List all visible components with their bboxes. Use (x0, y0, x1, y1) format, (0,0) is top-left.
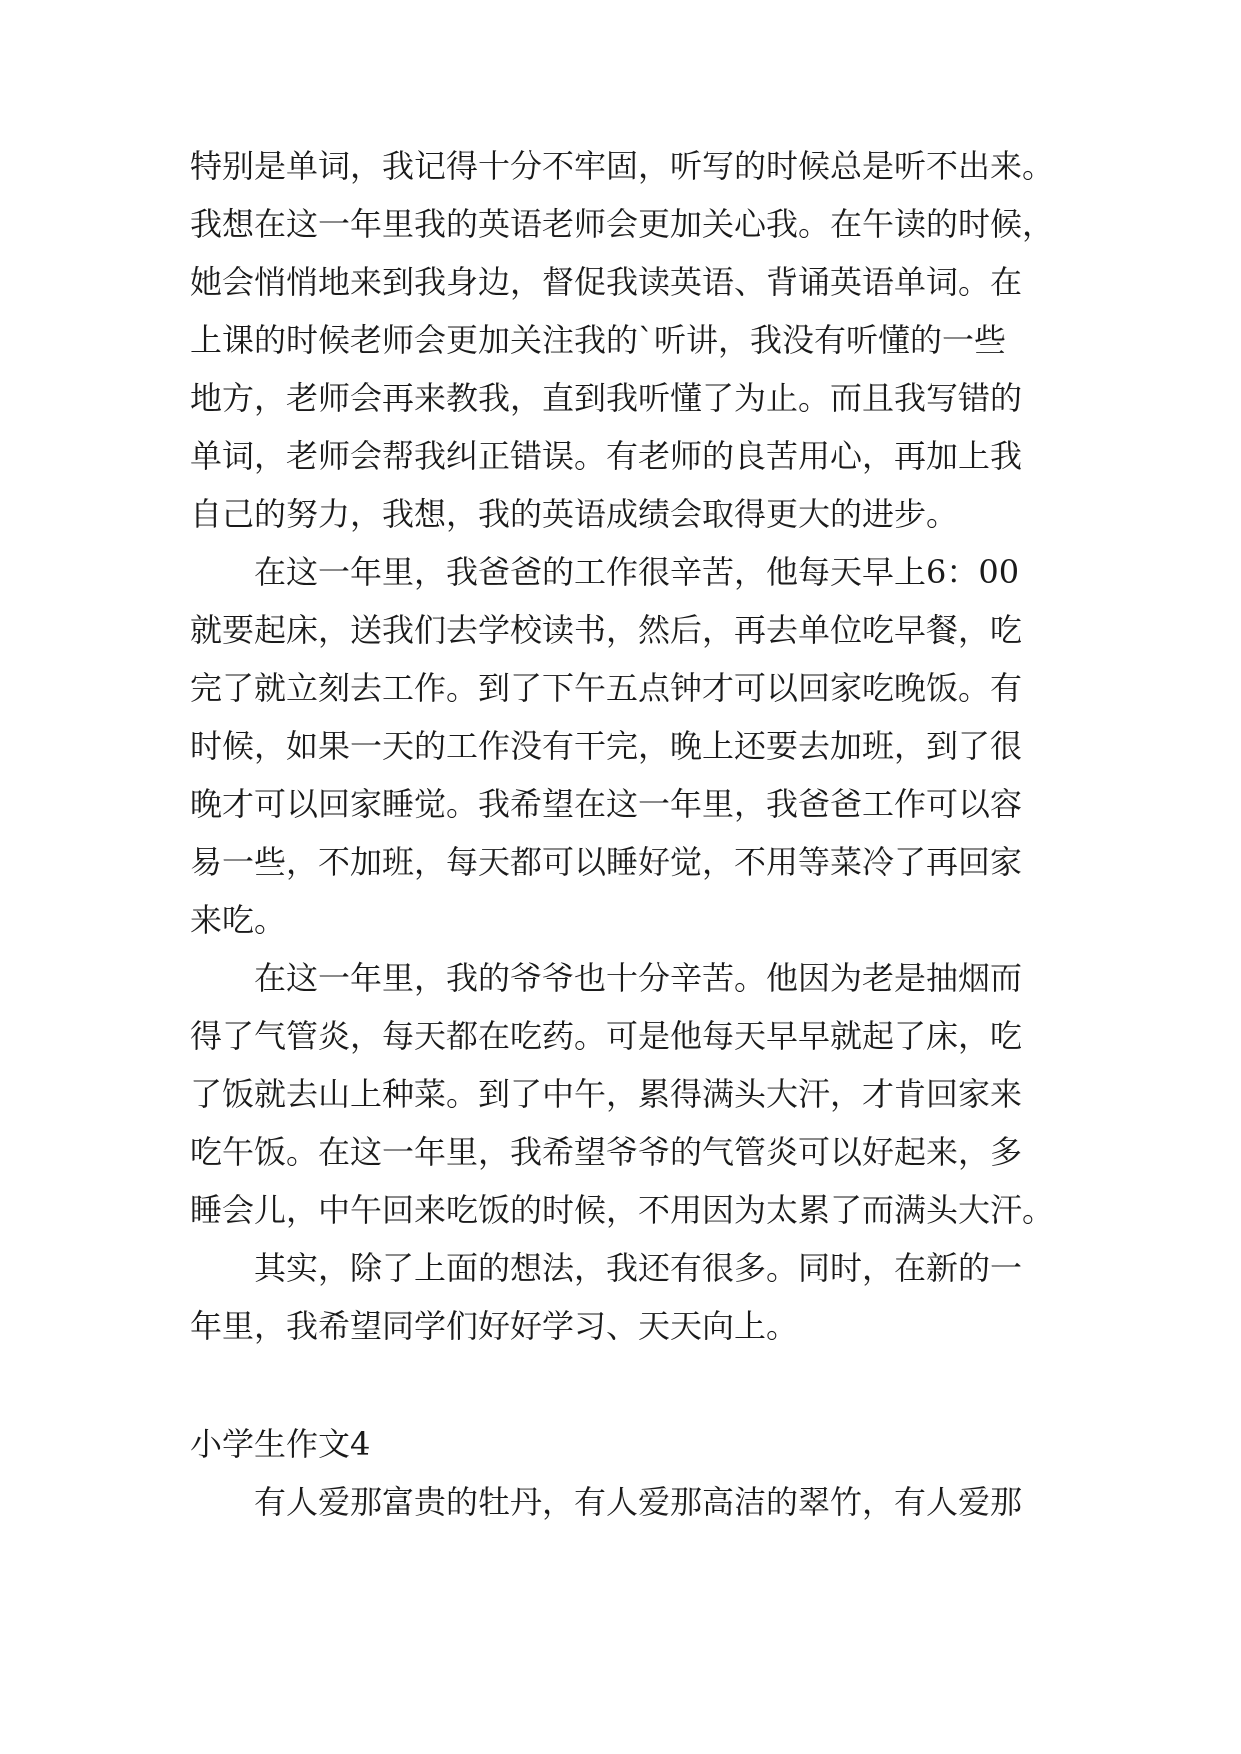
paragraph-line: 她会悄悄地来到我身边，督促我读英语、背诵英语单词。在 (190, 263, 1023, 301)
paragraph-line: 地方，老师会再来教我，直到我听懂了为止。而且我写错的 (190, 379, 1023, 417)
paragraph-line: 我想在这一年里我的英语老师会更加关心我。在午读的时候， (190, 205, 1055, 243)
paragraph-line: 来吃。 (190, 901, 287, 939)
paragraph-line: 时候，如果一天的工作没有干完，晚上还要去加班，到了很 (190, 727, 1023, 765)
paragraph-first-line: 有人爱那富贵的牡丹，有人爱那高洁的翠竹，有人爱那 (254, 1483, 1023, 1521)
paragraph-line: 上课的时候老师会更加关注我的`听讲，我没有听懂的一些 (190, 321, 1007, 359)
paragraph-first-line: 在这一年里，我爸爸的工作很辛苦，他每天早上6：00 (254, 553, 1020, 591)
paragraph-line: 睡会儿，中午回来吃饭的时候，不用因为太累了而满头大汗。 (190, 1191, 1055, 1229)
paragraph-first-line: 在这一年里，我的爷爷也十分辛苦。他因为老是抽烟而 (254, 959, 1023, 997)
paragraph-line: 单词，老师会帮我纠正错误。有老师的良苦用心，再加上我 (190, 437, 1023, 475)
paragraph-first-line: 其实，除了上面的想法，我还有很多。同时，在新的一 (254, 1249, 1023, 1287)
paragraph-line: 吃午饭。在这一年里，我希望爷爷的气管炎可以好起来，多 (190, 1133, 1023, 1171)
paragraph-line: 得了气管炎，每天都在吃药。可是他每天早早就起了床，吃 (190, 1017, 1023, 1055)
paragraph-line: 了饭就去山上种菜。到了中午，累得满头大汗，才肯回家来 (190, 1075, 1023, 1113)
paragraph-line: 易一些，不加班，每天都可以睡好觉，不用等菜冷了再回家 (190, 843, 1023, 881)
paragraph-line: 就要起床，送我们去学校读书，然后，再去单位吃早餐，吃 (190, 611, 1023, 649)
paragraph-line: 特别是单词，我记得十分不牢固，听写的时候总是听不出来。 (190, 147, 1055, 185)
paragraph-line: 自己的努力，我想，我的英语成绩会取得更大的进步。 (190, 495, 959, 533)
section-heading: 小学生作文4 (190, 1425, 371, 1463)
paragraph-line: 晚才可以回家睡觉。我希望在这一年里，我爸爸工作可以容 (190, 785, 1023, 823)
paragraph-line: 年里，我希望同学们好好学习、天天向上。 (190, 1307, 799, 1345)
paragraph-line: 完了就立刻去工作。到了下午五点钟才可以回家吃晚饭。有 (190, 669, 1023, 707)
